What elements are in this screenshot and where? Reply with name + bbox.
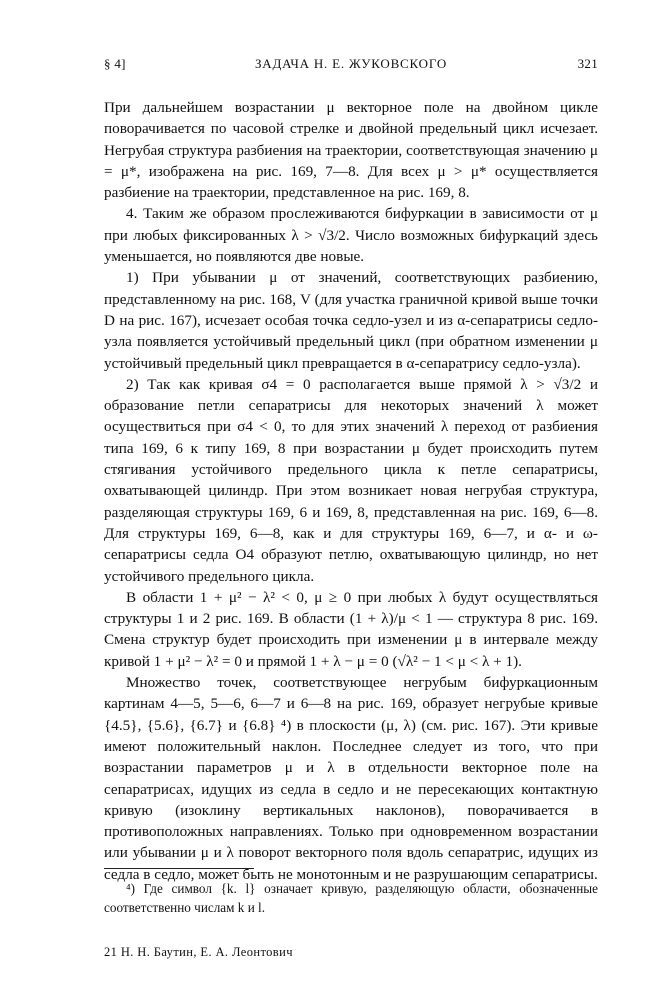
running-header bbox=[104, 56, 598, 76]
paragraph-case-2: 2) Так как кривая σ4 = 0 располагается выше прямой λ > √3/2 и образование петли сепаратрисы для некоторых значений λ может осуществиться при σ4 < 0, то для этих значений λ переход от разбиения типа 169, 6 к типу 169, 8 при возрастании μ будет происходить путем стягивания устойчивого предельного цикла к петле сепаратрисы, охватывающей цилиндр. При этом возникает новая негрубая структура, разделяющая структуры 169, 6 и 169, 8, представленная на рис. 169, 6—8. Для структуры 169, 6—8, как и для структуры 169, 6—7, и α- и ω-сепаратрисы седла O4 образуют петлю, охватывающую цилиндр, но нет устойчивого предельного цикла. bbox=[104, 375, 598, 585]
paragraph-item-4: 4. Таким же образом прослеживаются бифуркации в зависимости от μ при любых фиксированных λ > √3/2. Число возможных бифуркаций здесь уменьшается, но появляются две новые. bbox=[104, 205, 598, 266]
paragraph-case-1: 1) При убывании μ от значений, соответствующих разбиению, представленному на рис. 168, V (для участка граничной кривой выше точки D на рис. 167), исчезает особая точка седло-узел и из α-сепаратрисы седло-узла появляется устойчивый предельный цикл (при обратном изменении μ устойчивый предельный цикл превращается в α-сепаратрису седло-узла). bbox=[104, 269, 598, 372]
page-number: 321 bbox=[577, 56, 598, 71]
section-mark: § 4] bbox=[104, 56, 126, 71]
main-text bbox=[104, 97, 598, 885]
running-title: ЗАДАЧА Н. Е. ЖУКОВСКОГО bbox=[254, 56, 448, 71]
paragraph-continuation: При дальнейшем возрастании μ векторное поле на двойном цикле поворачивается по часовой стрелке и двойной предельный цикл исчезает. Негрубая структура разбиения на траектории, соответствующая значению μ = μ*, изображена на рис. 169, 7—8. Для всех μ > μ* осуществляется разбиение на траектории, представленное на рис. 169, 8. bbox=[104, 99, 598, 202]
paragraph-regions: В области 1 + μ² − λ² < 0, μ ≥ 0 при любых λ будут осуществляться структуры 1 и 2 рис. 169. В области (1 + λ)/μ < 1 — структура 8 рис. 169. Смена структур будет происходить при изменении μ в интервале между кривой 1 + μ² − λ² = 0 и прямой 1 + λ − μ = 0 (√λ² − 1 < μ < λ + 1). bbox=[104, 588, 598, 670]
paragraph-curves: Множество точек, соответствующее негрубым бифуркационным картинам 4—5, 5—6, 6—7 и 6—8 на рис. 169, образует негрубые кривые {4.5}, {5.6}, {6.7} и {6.8} ⁴) в плоскости (μ, λ) (см. рис. 167). Эти кривые имеют положительный наклон. Последнее следует из того, что при возрастании параметров μ и λ в отдельности векторное поле на сепаратрисах, идущих из седла в седло и не пересекающих контактную кривую (изоклину вертикальных наклонов), поворачивается в противоположных направлениях. Только при одновременном возрастании или убывании μ и λ поворот векторного поля вдоль сепаратрис, идущих из седла в седло, может быть не монотонным и не разрушающим сепаратрисы. bbox=[104, 674, 598, 883]
printer-signature: 21 Н. Н. Баутин, Е. А. Леонтович bbox=[104, 945, 293, 959]
footnote-divider bbox=[104, 868, 254, 869]
footnote: ⁴) Где символ {k. l} означает кривую, разделяющую области, обозначенные соответственно числам k и l. bbox=[104, 881, 598, 915]
